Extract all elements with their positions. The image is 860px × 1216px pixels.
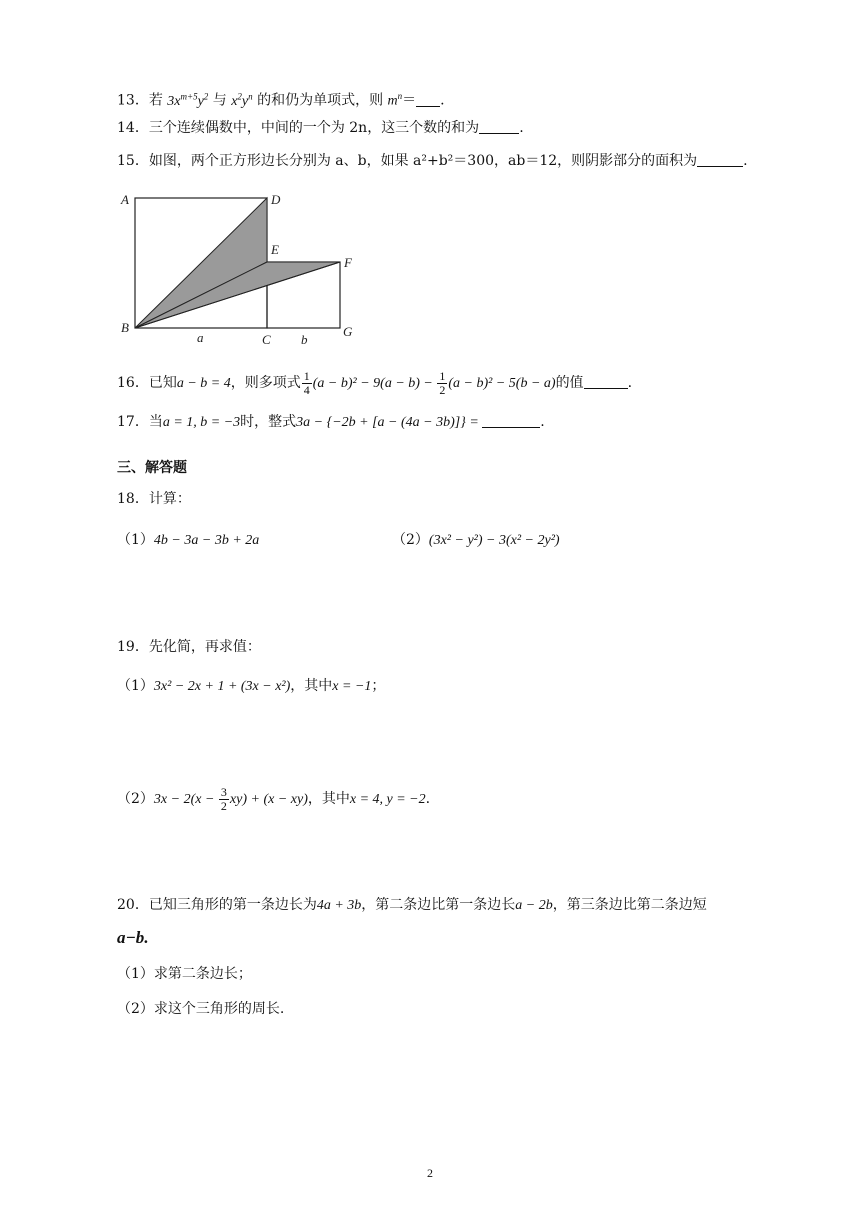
q16-fraction-2-num: 1 — [439, 368, 446, 383]
squares-figure — [115, 188, 365, 348]
label-b-point: B — [121, 320, 129, 335]
q20-side-1: 4a + 3b — [316, 898, 362, 913]
q19-part-1-condition: x = −1 — [332, 679, 372, 694]
q20-part-2: （2）求这个三角形的周长. — [117, 1001, 285, 1017]
label-e-point: E — [271, 242, 279, 257]
q16-post: 的值 — [555, 375, 584, 391]
question-14 — [117, 118, 524, 138]
question-18-title: 18．计算： — [117, 491, 191, 507]
q19-part-1-end: ； — [371, 678, 386, 694]
label-c-point: C — [262, 332, 271, 347]
question-20 — [117, 895, 707, 916]
q18-part-2-label: （2） — [392, 532, 429, 548]
q13-equals: ＝ — [402, 92, 417, 109]
q16-condition: a − b = 4 — [176, 376, 231, 391]
q18-part-1-expression: 4b − 3a − 3b + 2a — [153, 533, 260, 548]
question-16 — [117, 368, 632, 399]
q20-diff: a − 2b — [515, 898, 553, 913]
q20-part-1: （1）求第二条边长； — [117, 966, 252, 982]
q13-term2: $x^2y^n$ — [231, 91, 253, 109]
q16-fraction-2 — [437, 370, 447, 397]
q16-term-1: (a − b)² − 9(a − b) − — [312, 376, 437, 391]
question-19-title: 19．先化简，再求值： — [117, 639, 261, 655]
q20-period: . — [144, 928, 149, 947]
q19-part-2-mid: ，其中 — [307, 791, 350, 807]
q19-part-1 — [117, 676, 385, 697]
section-title: 三、解答题 — [117, 460, 187, 476]
q15-period: . — [743, 153, 748, 169]
q16-prefix: 已知 — [148, 375, 177, 391]
q13-n: n — [397, 91, 403, 101]
label-side-a: a — [197, 330, 204, 345]
q19-part-2-fraction-num: 3 — [220, 784, 227, 799]
q17-answer-blank[interactable] — [482, 413, 540, 428]
q20-mid-1: ，第二条边比第一条边长 — [361, 897, 516, 913]
q16-number: 16． — [117, 375, 149, 391]
q19-part-2-condition: x = 4, y = −2 — [349, 792, 426, 807]
q20-prefix: 20．已知三角形的第一条边长为 — [117, 897, 317, 913]
q13-answer-blank[interactable] — [416, 92, 440, 107]
label-f-point: F — [344, 255, 352, 270]
q16-fraction-1-den: 4 — [303, 382, 310, 397]
q19-part-1-mid: ，其中 — [290, 678, 333, 694]
q17-mid: 时，整式 — [240, 414, 297, 430]
q16-fraction-2-den: 2 — [439, 382, 446, 397]
q19-part-2 — [117, 784, 430, 815]
q16-fraction-1 — [302, 370, 312, 397]
q19-part-1-label: （1） — [117, 678, 154, 694]
q17-prefix: 当 — [148, 414, 163, 430]
q15-text: 15．如图，两个正方形边长分别为 a、b，如果 a²+b²＝300，ab＝12，则阴影部分的面积为 — [117, 153, 698, 169]
q13-period: . — [440, 92, 445, 109]
label-g-point: G — [343, 324, 353, 339]
q19-part-2-fraction — [219, 786, 229, 813]
q17-number: 17． — [117, 414, 149, 430]
question-13: 13．若 $3x^{m+5}y^2$ 与 $x^2y^n$ 的和仍为单项式，则 $m^n=$ . — [117, 91, 445, 109]
q14-period: . — [519, 120, 524, 136]
q20-line-2 — [117, 928, 149, 948]
q17-condition: a = 1, b = −3 — [162, 415, 241, 430]
label-a-point: A — [121, 192, 129, 207]
q19-part-2-fraction-den: 2 — [220, 798, 227, 813]
q20-short-diff: a−b — [117, 928, 145, 947]
q18-part-2-expression: (3x² − y²) − 3(x² − 2y²) — [428, 533, 560, 548]
q16-fraction-1-num: 1 — [303, 368, 310, 383]
q16-answer-blank[interactable] — [584, 374, 628, 389]
label-d-point: D — [271, 192, 281, 207]
shaded-triangle-bde — [135, 198, 267, 328]
q14-answer-blank[interactable] — [479, 119, 519, 134]
q18-part-2 — [392, 530, 560, 551]
label-side-b: b — [301, 332, 308, 347]
q15-answer-blank[interactable] — [697, 152, 743, 167]
q13-prefix: 若 — [148, 92, 168, 109]
q13-tail: 的和仍为单项式，则 — [252, 92, 388, 109]
q16-period: . — [627, 375, 633, 391]
q16-mid: ，则多项式 — [230, 375, 301, 391]
question-15 — [117, 151, 748, 171]
q16-term-2: (a − b)² − 5(b − a) — [448, 376, 556, 391]
q13-number: 13． — [117, 92, 149, 109]
q19-part-2-end: . — [425, 791, 431, 807]
q19-part-1-expression: 3x² − 2x + 1 + (3x − x²) — [153, 679, 291, 694]
q18-part-1 — [117, 530, 259, 551]
q19-part-2-label: （2） — [117, 791, 154, 807]
question-17 — [117, 412, 545, 433]
q17-period: . — [540, 414, 545, 430]
q13-term1: $3x^{m+5}y^2$ — [167, 91, 209, 109]
q13-m: m — [387, 93, 398, 109]
q17-expression: 3a − {−2b + [a − (4a − 3b)]} = — [296, 415, 483, 430]
q20-mid-2: ，第三条边比第二条边短 — [552, 897, 707, 913]
q19-part-2-expr-a: 3x − 2(x − — [153, 792, 218, 807]
page-number: 2 — [427, 1166, 433, 1180]
q14-text: 14．三个连续偶数中，中间的一个为 2n，这三个数的和为 — [117, 120, 480, 136]
q19-part-2-expr-b: xy) + (x − xy) — [229, 792, 308, 807]
q18-part-1-label: （1） — [117, 532, 154, 548]
